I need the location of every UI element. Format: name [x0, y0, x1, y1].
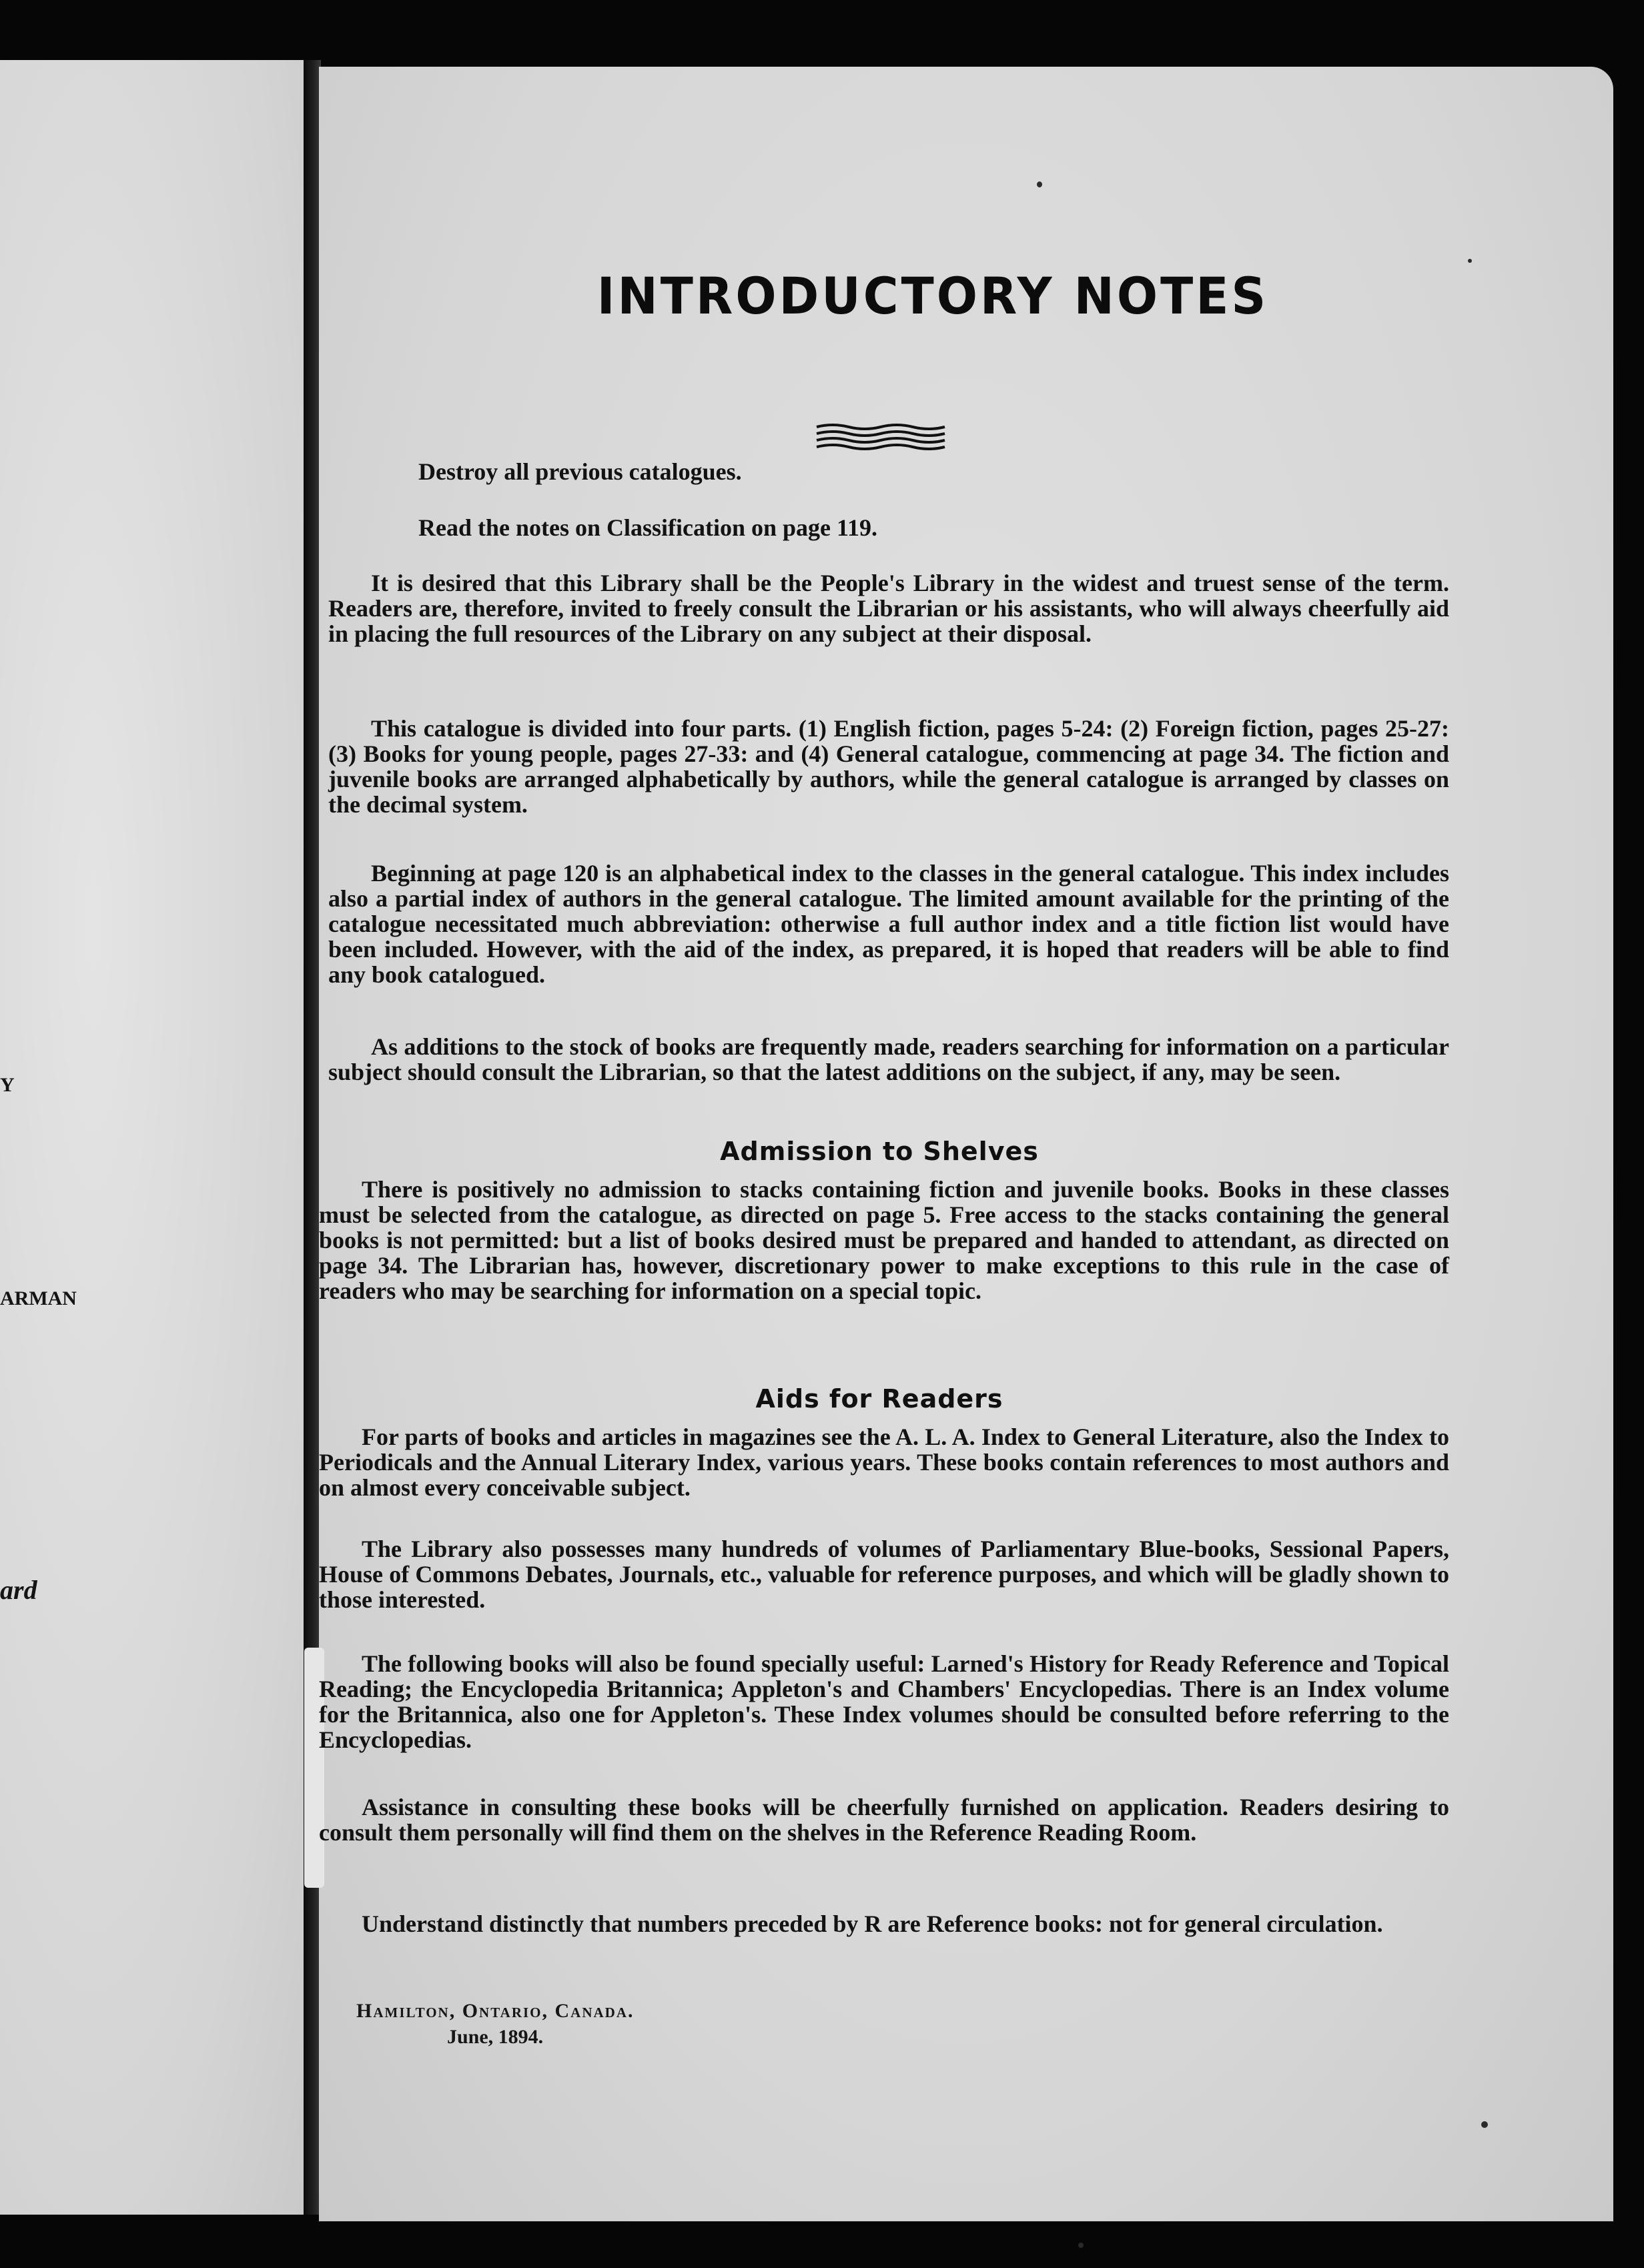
scan-speck [1468, 259, 1472, 263]
scan-speck [1037, 181, 1042, 187]
paragraph-reference-books: Understand distinctly that numbers preceded by R are Reference books: not for general circulation. [362, 1910, 1383, 1937]
previous-page [0, 60, 310, 2215]
left-page-fragment: ARMAN [0, 1287, 77, 1309]
paragraph-parliamentary: The Library also possesses many hundreds of volumes of Parliamentary Blue-books, Sessional Papers, House of Commons Debates, Journals, etc., valuable for reference purposes, and which will be gladly shown to those interested. [319, 1536, 1449, 1613]
paragraph-ala-index: For parts of books and articles in magazines see the A. L. A. Index to General Literature, also the Index to Periodicals and the Annual Literary Index, various years. These books contain references to most authors and on almost every conceivable subject. [319, 1424, 1449, 1501]
heading-aids: Aids for Readers [755, 1384, 1003, 1413]
left-page-fragment: Y [0, 1074, 15, 1096]
paragraph-index: Beginning at page 120 is an alphabetical index to the classes in the general catalogue. This index includes also a partial index of authors in the general catalogue. The limited amount available for the printing of the catalogue necessitated much abbreviation: otherwise a full author index and a title fiction list would have been included. However, with the aid of the index, as prepared, it is hoped that readers will be able to find any book catalogued. [328, 860, 1449, 988]
signature-date: June, 1894. [447, 2026, 544, 2048]
paragraph-catalogue-parts: This catalogue is divided into four parts. (1) English fiction, pages 5-24: (2) Foreign fiction, pages 25-27: (3) Books for young people, pages 27-33: and (4) General catalogue, commencing at page 34. The fiction and juvenile books are arranged alphabetically by authors, while the general catalogue is arranged by classes on the decimal system. [328, 715, 1449, 818]
paragraph-additions: As additions to the stock of books are frequently made, readers searching for information on a particular subject should consult the Librarian, so that the latest additions on the subject, if any, may be seen. [328, 1033, 1449, 1085]
paragraph-classification: Read the notes on Classification on page 119. [418, 514, 878, 541]
paragraph-encyclopedias: The following books will also be found specially useful: Larned's History for Ready Reference and Topical Reading; the Encyclopedia Britannica; Appleton's and Chambers' Encyclopedias. There is an Index volume for the Britannica, also one for Appleton's. These Index volumes should be consulted before referring to the Encyclopedias. [319, 1650, 1449, 1753]
paragraph-destroy: Destroy all previous catalogues. [418, 458, 742, 485]
signature-place: Hamilton, Ontario, Canada. [356, 2000, 635, 2022]
title-ornament [814, 422, 947, 452]
heading-admission: Admission to Shelves [720, 1137, 1039, 1166]
page-title: INTRODUCTORY NOTES [596, 266, 1269, 326]
paragraph-peoples-library: It is desired that this Library shall be the People's Library in the widest and truest sense of the term. Readers are, therefore, invited to freely consult the Librarian or his assistants, who will always cheerfully aid in placing the full resources of the Library on any subject at their disposal. [328, 570, 1449, 647]
paragraph-assistance: Assistance in consulting these books will be cheerfully furnished on application. Readers desiring to consult them personally will find them on the shelves in the Reference Reading Room. [319, 1794, 1449, 1846]
scan-speck [1078, 2243, 1084, 2248]
scan-speck [1481, 2121, 1488, 2128]
paragraph-admission: There is positively no admission to stacks containing fiction and juvenile books. Books in these classes must be selected from the catalogue, as directed on page 5. Free access to the stacks containing the general books is not permitted: but a list of books desired must be prepared and handed to attendant, as directed on page 34. The Librarian has, however, discretionary power to make exceptions to this rule in the case of readers who may be searching for information on a special topic. [319, 1176, 1449, 1304]
left-page-fragment: ard [0, 1575, 37, 1605]
document-page [319, 67, 1613, 2221]
